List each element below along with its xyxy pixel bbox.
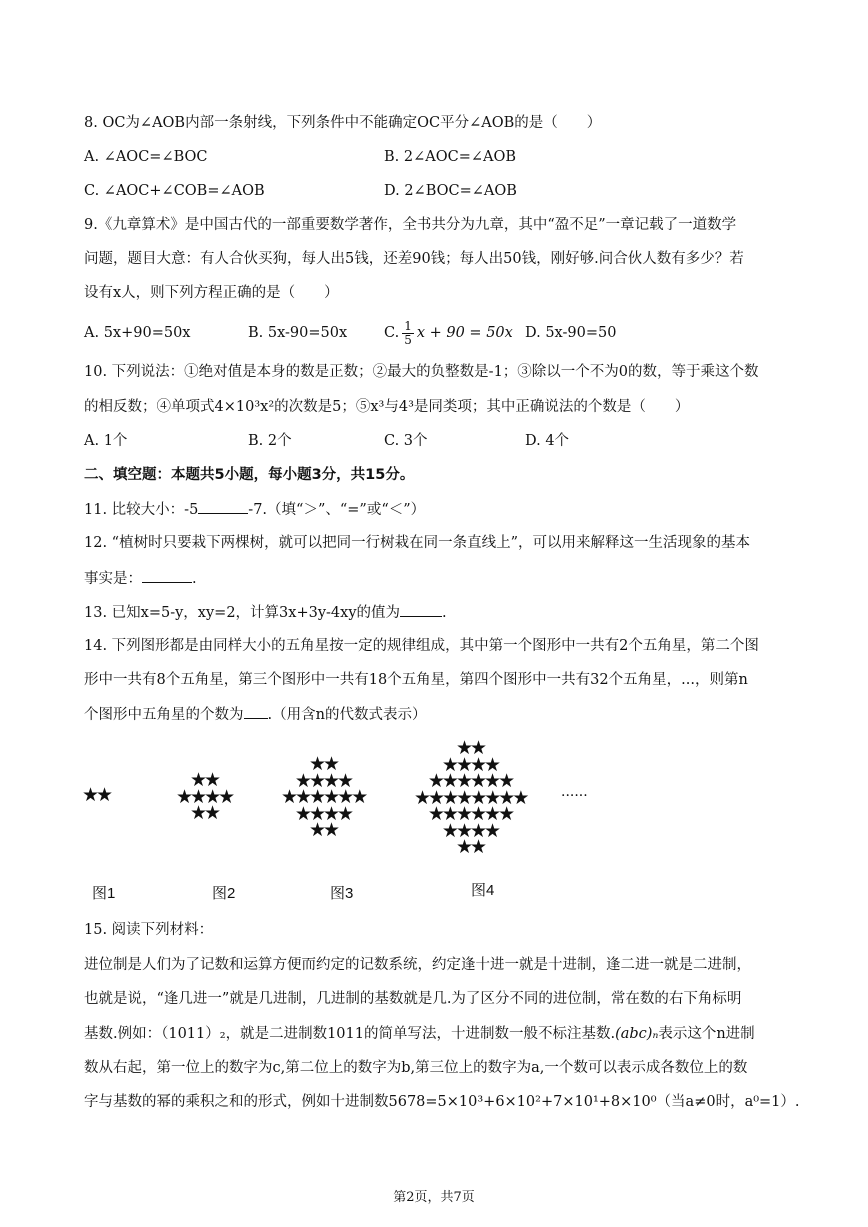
star-icon: ★ — [442, 786, 457, 809]
answer-blank — [400, 602, 442, 617]
fraction-numerator: 1 — [404, 318, 412, 333]
star-icon: ★ — [176, 785, 191, 808]
answer-blank — [142, 568, 192, 583]
star-icon: ★ — [470, 819, 485, 842]
star-icon: ★ — [189, 769, 204, 791]
star-icon: ★ — [428, 786, 443, 809]
q9-option-c-equation: x + 90 = 50x — [416, 325, 513, 341]
q9-option-c-prefix: C. — [384, 325, 400, 341]
star-icon: ★ — [323, 769, 338, 792]
q10-line2: 的相反数；④单项式4×10³x²的次数是5；⑤x³与4³是同类项；其中正确说法的个数是（ ） — [84, 399, 690, 415]
star-icon: ★ — [337, 786, 352, 808]
star-icon: ★ — [427, 770, 442, 792]
q9-option-b: B. 5x-90=50x — [248, 325, 348, 341]
star-icon: ★ — [470, 803, 485, 825]
star-icon: ★ — [189, 802, 204, 824]
q15-line3-after: 表示这个n进制 — [658, 1026, 755, 1042]
star-icon: ★ — [455, 836, 470, 858]
q11-text-after: -7.（填“＞”、“=”或“＜”） — [248, 502, 426, 518]
star-icon: ★ — [204, 802, 219, 824]
q8-option-d: D. 2∠BOC=∠AOB — [384, 183, 517, 199]
q9-option-c-fraction — [402, 320, 414, 347]
star-icon: ★ — [218, 785, 233, 808]
figure-4-label: 图4 — [471, 882, 495, 899]
star-icon: ★ — [484, 803, 499, 825]
q8-option-a: A. ∠AOC=∠BOC — [84, 149, 208, 165]
star-icon: ★ — [337, 802, 352, 825]
q14-text-after: .（用含n的代数式表示） — [267, 707, 427, 723]
star-icon: ★ — [484, 786, 499, 809]
star-icon: ★ — [96, 784, 111, 806]
q12-text-before: 事实是： — [84, 571, 142, 587]
q12-line2 — [84, 568, 197, 589]
q15-notation: (abc)ₙ — [615, 1026, 659, 1042]
figure-4 — [414, 737, 527, 858]
star-icon: ★ — [295, 786, 310, 808]
q11 — [84, 499, 425, 520]
star-icon: ★ — [204, 785, 219, 808]
star-icon: ★ — [455, 770, 470, 792]
figures-ellipsis: ······ — [561, 788, 588, 804]
q10-option-b: B. 2个 — [248, 433, 292, 449]
q9-line1: 9.《九章算术》是中国古代的一部重要数学著作，全书共分为九章，其中“盈不足”一章记载了一道数学 — [84, 217, 737, 233]
star-icon: ★ — [470, 737, 485, 759]
q12-line1: 12. “植树时只要栽下两棵树，就可以把同一行树栽在同一条直线上”，可以用来解释这一生活现象的基本 — [84, 535, 750, 551]
q8-stem: 8. OC为∠AOB内部一条射线，下列条件中不能确定OC平分∠AOB的是（ ） — [84, 115, 602, 131]
figure-1-label: 图1 — [92, 885, 116, 902]
star-icon: ★ — [484, 819, 499, 842]
star-icon: ★ — [470, 770, 485, 792]
q15-paragraph-line4: 数从右起，第一位上的数字为c,第二位上的数字为b,第三位上的数字为a,一个数可以表示成各数位上的数 — [84, 1060, 748, 1076]
q13-text-before: 13. 已知x=5-y，xy=2，计算3x+3y-4xy的值为 — [84, 605, 401, 621]
figure-1 — [82, 784, 111, 806]
section-heading: 二、填空题：本题共5小题，每小题3分，共15分。 — [84, 467, 415, 483]
star-icon: ★ — [190, 785, 205, 808]
star-icon: ★ — [512, 786, 527, 809]
q11-text-before: 11. 比较大小：-5 — [84, 502, 199, 518]
star-row — [82, 784, 111, 806]
q13-text-after: . — [442, 605, 447, 621]
star-icon: ★ — [308, 819, 323, 841]
star-icon: ★ — [427, 803, 442, 825]
q15-paragraph-line1: 进位制是人们为了记数和运算方便而约定的记数系统，约定逢十进一就是十进制，逢二进一就是二进制， — [84, 957, 751, 973]
q10-option-c: C. 3个 — [384, 433, 428, 449]
figure-2-label: 图2 — [212, 885, 236, 902]
q15-paragraph-line3 — [84, 1024, 755, 1044]
star-icon: ★ — [351, 786, 366, 808]
star-icon: ★ — [441, 770, 456, 792]
star-icon: ★ — [414, 786, 429, 809]
q9-line2: 问题，题目大意：有人合伙买狗，每人出5钱，还差90钱；每人出50钱，刚好够.问合伙人数有多少？若 — [84, 251, 744, 267]
star-icon: ★ — [323, 802, 338, 825]
star-icon: ★ — [308, 769, 323, 792]
q10-option-a: A. 1个 — [84, 433, 128, 449]
page-footer: 第2页，共7页 — [393, 1190, 475, 1205]
star-icon: ★ — [456, 786, 471, 809]
star-icon: ★ — [281, 786, 296, 808]
star-icon: ★ — [308, 753, 323, 775]
answer-blank — [198, 499, 248, 514]
star-icon: ★ — [441, 819, 456, 842]
q15-paragraph-line2: 也就是说，“逢几进一”就是几进制，几进制的基数就是几.为了区分不同的进位制，常在数的右下角标明 — [84, 991, 742, 1007]
q14-line2: 形中一共有8个五角星，第三个图形中一共有18个五角星，第四个图形中一共有32个五角星，...，则第n — [84, 672, 748, 688]
star-icon: ★ — [323, 819, 338, 841]
star-icon: ★ — [470, 836, 485, 858]
q9-option-a: A. 5x+90=50x — [84, 325, 191, 341]
q14-line3 — [84, 704, 426, 725]
star-icon: ★ — [337, 769, 352, 792]
star-icon: ★ — [204, 769, 219, 791]
star-icon: ★ — [484, 770, 499, 792]
star-icon: ★ — [455, 737, 470, 759]
star-icon: ★ — [484, 753, 499, 776]
star-icon: ★ — [470, 786, 485, 809]
q9-option-d: D. 5x-90=50 — [525, 325, 617, 341]
q12-text-after: . — [192, 571, 197, 587]
fraction-denominator: 5 — [404, 332, 412, 347]
figure-3-label: 图3 — [330, 885, 354, 902]
q13 — [84, 602, 447, 623]
star-icon: ★ — [441, 753, 456, 776]
star-icon: ★ — [323, 753, 338, 775]
star-icon: ★ — [498, 786, 513, 809]
star-icon: ★ — [470, 753, 485, 776]
figure-3 — [281, 753, 366, 841]
q15-title: 15. 阅读下列材料： — [84, 922, 214, 938]
star-icon: ★ — [294, 769, 309, 792]
q15-paragraph-line5: 字与基数的幂的乘积之和的形式，例如十进制数5678=5×10³+6×10²+7×10¹+8×10⁰（当a≠0时，a⁰=1）. — [84, 1094, 800, 1110]
star-icon: ★ — [455, 753, 470, 776]
star-row — [414, 836, 526, 858]
q14-line1: 14. 下列图形都是由同样大小的五角星按一定的规律组成，其中第一个图形中一共有2个五角星，第二个图 — [84, 638, 759, 654]
star-icon: ★ — [441, 803, 456, 825]
q8-option-c: C. ∠AOC+∠COB=∠AOB — [84, 183, 265, 199]
answer-blank — [244, 704, 268, 719]
star-row — [281, 819, 365, 841]
q14-text-before: 个图形中五角星的个数为 — [84, 707, 244, 723]
star-icon: ★ — [455, 803, 470, 825]
star-icon: ★ — [498, 770, 513, 792]
star-icon: ★ — [498, 803, 513, 825]
star-icon: ★ — [309, 786, 324, 808]
star-icon: ★ — [323, 786, 338, 808]
q15-line3-before: 基数.例如：（1011）₂，就是二进制数1011的简单写法，十进制数一般不标注基数. — [84, 1026, 616, 1042]
star-icon: ★ — [82, 784, 97, 806]
star-icon: ★ — [294, 802, 309, 825]
star-icon: ★ — [308, 802, 323, 825]
q8-option-b: B. 2∠AOC=∠AOB — [384, 149, 517, 165]
q10-option-d: D. 4个 — [525, 433, 570, 449]
q10-line1: 10. 下列说法：①绝对值是本身的数是正数；②最大的负整数是-1；③除以一个不为0的数，等于乘这个数 — [84, 364, 759, 380]
q9-line3: 设有x人，则下列方程正确的是（ ） — [84, 285, 339, 301]
star-icon: ★ — [455, 819, 470, 842]
figure-2 — [176, 769, 233, 824]
